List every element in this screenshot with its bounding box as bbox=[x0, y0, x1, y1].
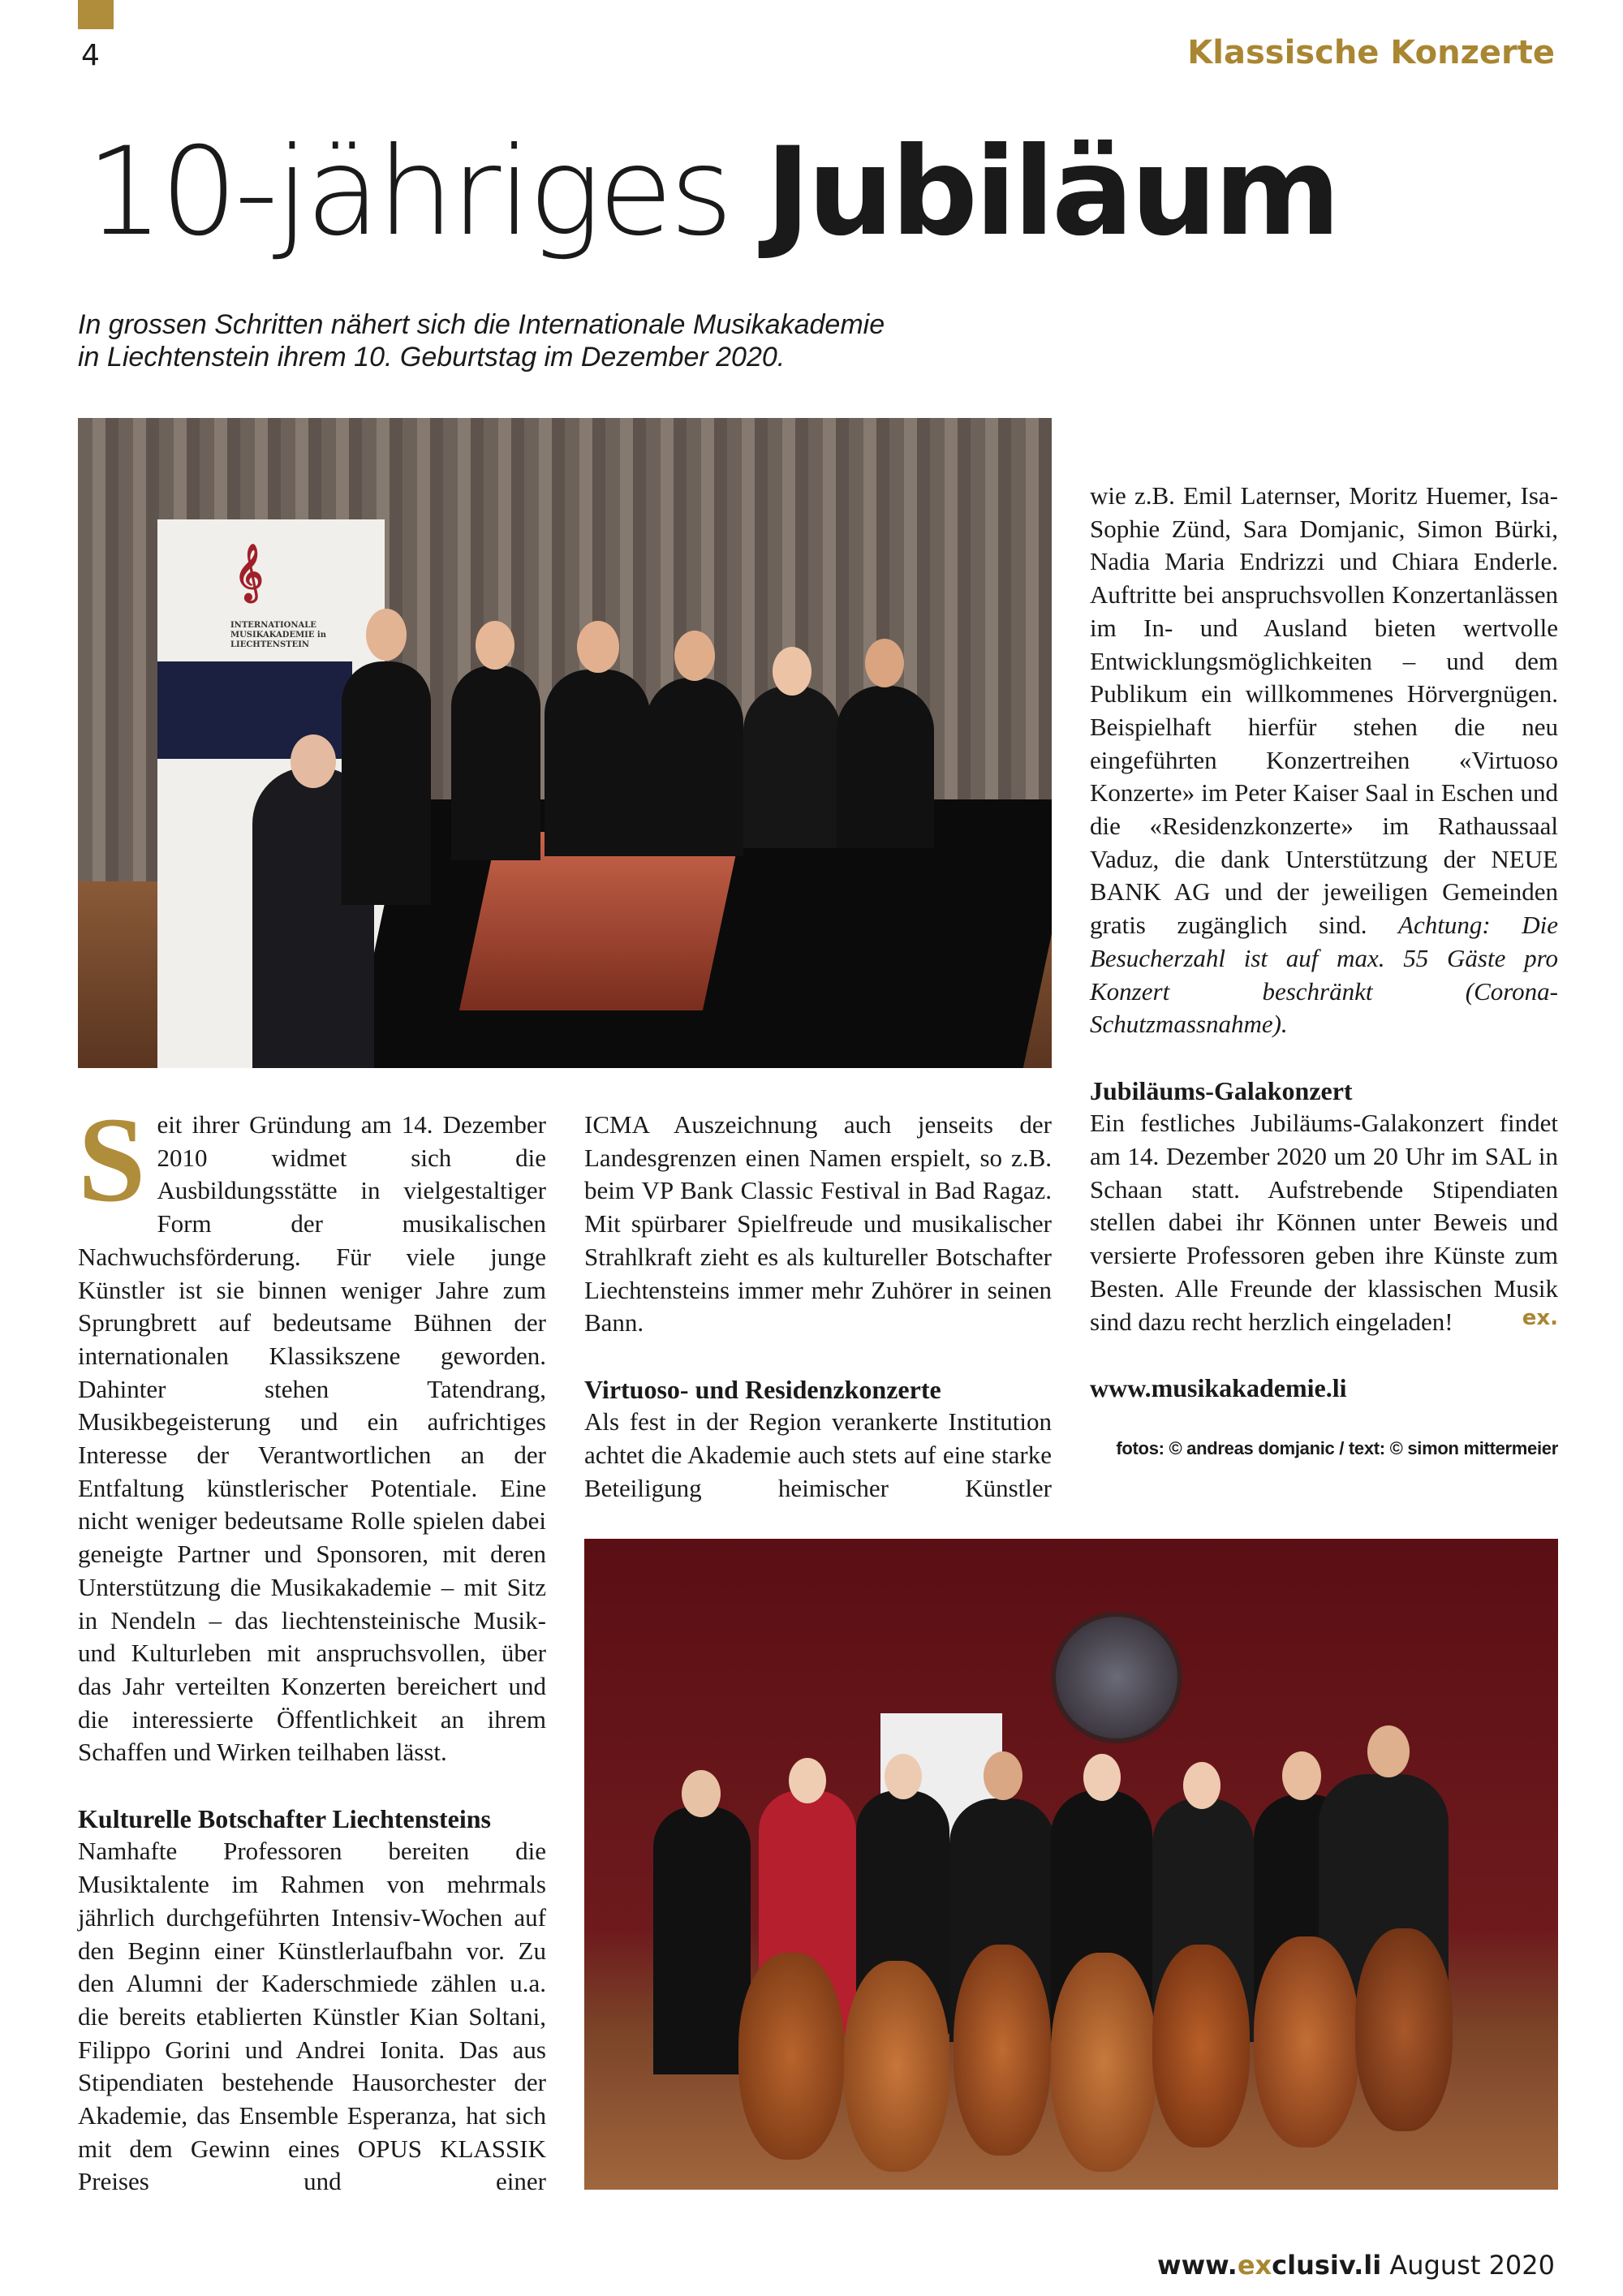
body-paragraph bbox=[1090, 480, 1558, 1041]
photo-piano-group bbox=[78, 418, 1052, 1068]
website-link[interactable]: www.musikakademie.li bbox=[1090, 1372, 1347, 1402]
article-column-3 bbox=[1090, 480, 1558, 1460]
drop-cap: S bbox=[78, 1112, 146, 1211]
section-heading: Virtuoso- und Residenzkonzerte bbox=[584, 1374, 941, 1404]
body-paragraph: Namhafte Professoren bereiten die Musiktalente im Rahmen von mehrmals jährlich durchgeführten Intensiv-Wochen auf den Beginn einer Künstlerlaufbahn vor. Zu den Alumni der Kaderschmiede zählen u.a. die bereits etablierten Künstler Kian Soltani, Filippo Gorini und Andrei Ionita. Das aus Stipendiaten bestehende Hausorchester der Akademie, das Ensemble Esperanza, hat sich mit dem Gewinn eines OPUS KLASSIK Preises und einer bbox=[78, 1837, 546, 2196]
page-number: 4 bbox=[81, 39, 100, 72]
body-paragraph: Als fest in der Region verankerte Institution achtet die Akademie auch stets auf eine starke Beteiligung heimischer Künstler bbox=[584, 1407, 1052, 1502]
intro-paragraph bbox=[78, 1109, 546, 1769]
title-light: 10-jähriges bbox=[86, 122, 730, 263]
intro-text: eit ihrer Gründung am 14. Dezember 2010 widmet sich die Ausbildungsstätte in vielgestaltiger Form der musikalischen Nachwuchsförderung. Für viele junge Künstler ist sie binnen weniger Jahre zum Sprungbrett auf bedeutsame Bühnen der internationalen Klassikszene geworden. Dahinter stehen Tatendrang, Musikbegeisterung und ein aufrichtiges Interesse der Verantwortlichen an der Entfaltung künstlerischer Potentiale. Eine nicht weniger bedeutsame Rolle spielen dabei geneigte Partner und Sponsoren, mit deren Unterstützung die Musikakademie – mit Sitz in Nendeln – das liechtensteinische Musik- und Kulturleben mit anspruchsvollen, über das Jahr verteilten Konzerten bereichert und die interessierte Öffentlichkeit an ihrem Schaffen und Wirken teilhaben lässt. bbox=[78, 1110, 546, 1767]
end-mark: ex. bbox=[1522, 1305, 1558, 1330]
corner-marker bbox=[78, 0, 114, 29]
body-text: Ein festliches Jubiläums-Galakonzert findet am 14. Dezember 2020 um 20 Uhr im SAL in Schaan statt. Aufstrebende Stipendiaten stellen dabei ihr Können unter Beweis und versierte Professoren geben ihre Künste zum Besten. Alle Freunde der klassischen Musik sind dazu recht herzlich eingeladen! bbox=[1090, 1109, 1558, 1336]
section-heading: Kulturelle Botschafter Liechtensteins bbox=[78, 1803, 491, 1833]
body-paragraph bbox=[1090, 1107, 1558, 1338]
capacity-notice: Achtung: Die Besucherzahl ist auf max. 55 Gäste pro Konzert beschränkt (Corona-Schutzmassnahme). bbox=[1090, 911, 1558, 1039]
footer-issue: August 2020 bbox=[1389, 2250, 1555, 2281]
title-bold: Jubiläum bbox=[765, 122, 1338, 263]
article-column-2 bbox=[584, 1109, 1052, 1505]
round-window bbox=[1051, 1612, 1182, 1743]
photo-credits: fotos: © andreas domjanic / text: © simon mittermeier bbox=[1116, 1438, 1558, 1459]
footer-url-accent: ex bbox=[1237, 2250, 1272, 2281]
photo-cello-ensemble bbox=[584, 1539, 1558, 2190]
logo-icon: 𝄞 bbox=[235, 544, 264, 601]
section-label: Klassische Konzerte bbox=[1187, 34, 1555, 71]
subtitle-line: In grossen Schritten nähert sich die Internationale Musikakademie bbox=[78, 309, 885, 340]
subtitle bbox=[78, 308, 1052, 373]
subtitle-line: in Liechtenstein ihrem 10. Geburtstag im Dezember 2020. bbox=[78, 342, 786, 373]
banner-text: INTERNATIONALE MUSIKAKADEMIE in LIECHTENSTEIN bbox=[230, 621, 326, 649]
section-heading: Jubiläums-Galakonzert bbox=[1090, 1075, 1353, 1105]
article-column-1 bbox=[78, 1109, 546, 2199]
body-text: wie z.B. Emil Laternser, Moritz Huemer, Isa-Sophie Zünd, Sara Domjanic, Simon Bürki, Nadia Maria Endrizzi und Chiara Enderle. Auftritte bei anspruchsvollen Konzertanlässen im In- und Ausland bieten wertvolle Entwicklungsmöglichkeiten – und dem Publikum ein willkommenes Hörvergnügen. Beispielhaft hierfür stehen die neu eingeführten Konzertreihen «Virtuoso Konzerte» im Peter Kaiser Saal in Eschen und die «Residenzkonzerte» im Rathaussaal Vaduz, die dank Unterstützung der NEUE BANK AG und der jeweiligen Gemeinden gratis zugänglich sind. bbox=[1090, 481, 1558, 940]
footer-url-suffix: clusiv.li bbox=[1272, 2250, 1382, 2281]
body-paragraph: ICMA Auszeichnung auch jenseits der Landesgrenzen einen Namen erspielt, so z.B. beim VP Bank Classic Festival in Bad Ragaz. Mit spürbarer Spielfreude und musikalischer Strahlkraft zieht es als kultureller Botschafter Liechtensteins immer mehr Zuhörer in seinen Bann. bbox=[584, 1110, 1052, 1338]
footer-url-prefix: www. bbox=[1157, 2250, 1238, 2281]
footer bbox=[1157, 2250, 1555, 2281]
page-title bbox=[86, 122, 1337, 263]
